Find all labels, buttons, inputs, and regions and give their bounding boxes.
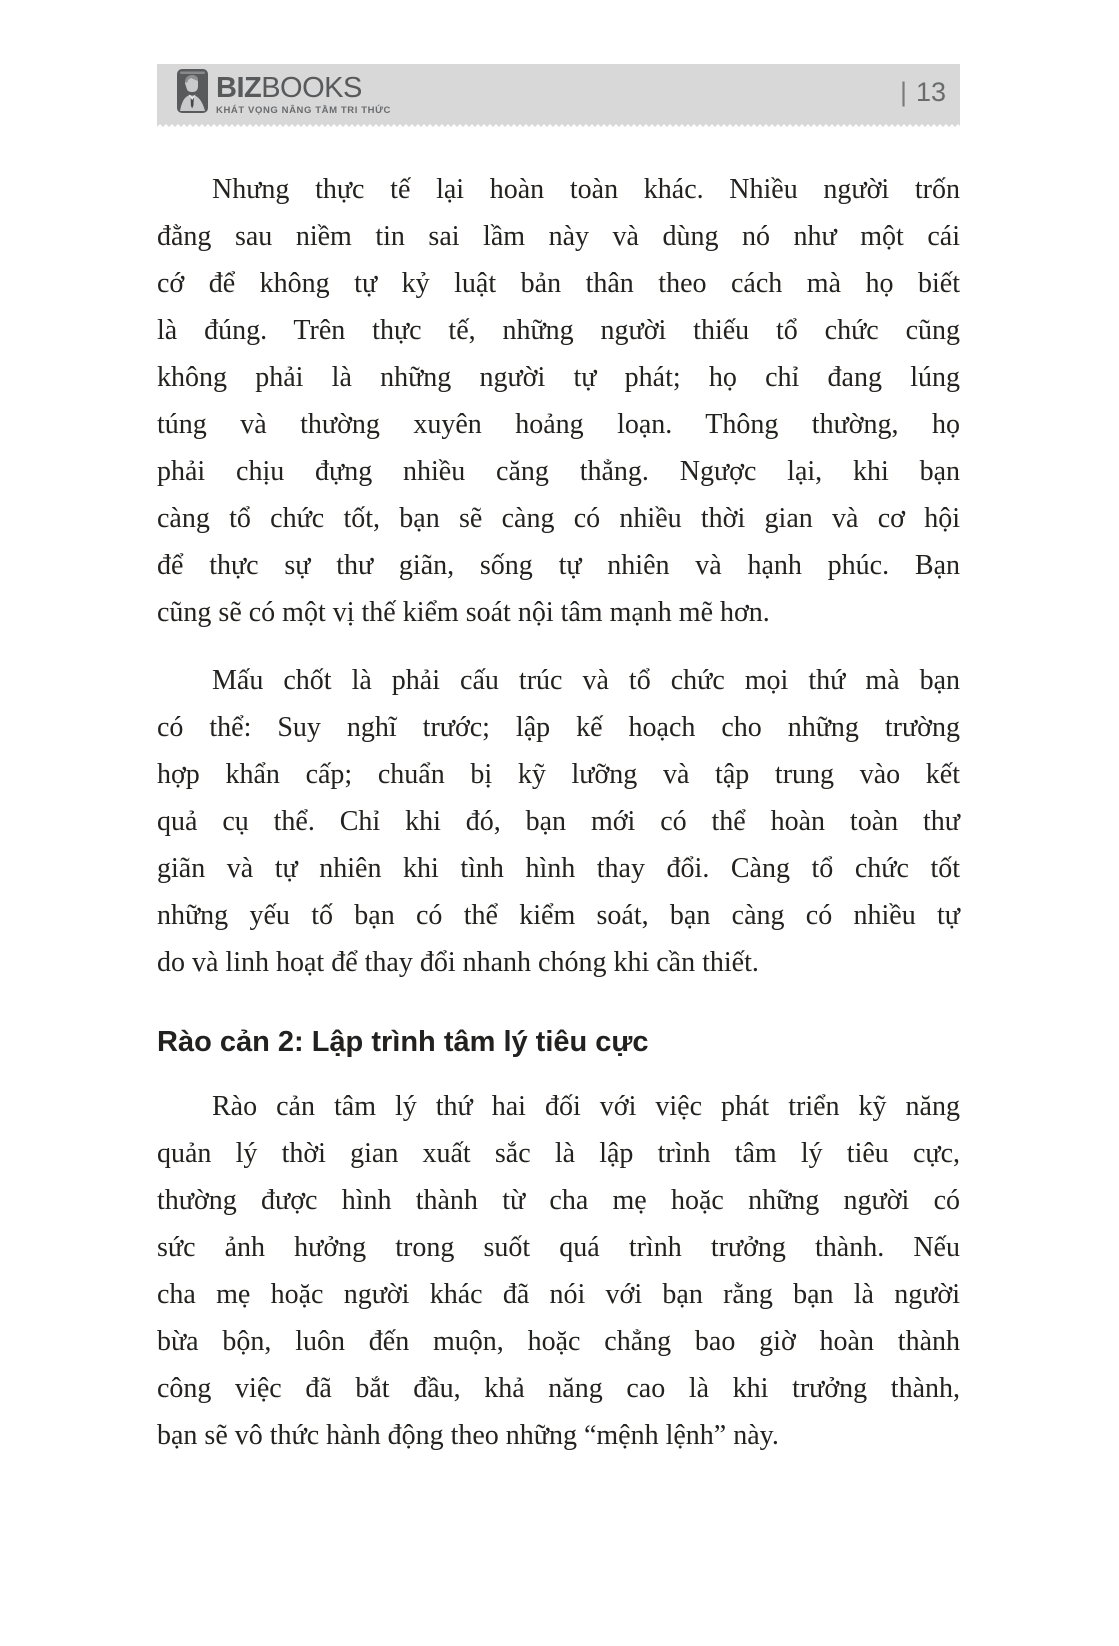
text-line: quản lý thời gian xuất sắc là lập trình tâm lý tiêu cực, — [157, 1138, 960, 1169]
text-line: công việc đã bắt đầu, khả năng cao là khi trưởng thành, — [157, 1373, 960, 1404]
text-line: không phải là những người tự phát; họ chỉ đang lúng — [157, 362, 960, 393]
text-line: để thực sự thư giãn, sống tự nhiên và hạnh phúc. Bạn — [157, 550, 960, 581]
page-number-separator: | — [899, 77, 907, 107]
text-line: sức ảnh hưởng trong suốt quá trình trưởng thành. Nếu — [157, 1232, 960, 1263]
text-line: túng và thường xuyên hoảng loạn. Thông thường, họ — [157, 409, 960, 440]
text-line: có thể: Suy nghĩ trước; lập kế hoạch cho những trường — [157, 712, 960, 743]
page-number-value: 13 — [915, 77, 946, 107]
text-line: quả cụ thể. Chỉ khi đó, bạn mới có thể hoàn toàn thư — [157, 806, 960, 837]
text-line: cha mẹ hoặc người khác đã nói với bạn rằng bạn là người — [157, 1279, 960, 1310]
paragraph — [157, 657, 960, 986]
section-heading: Rào cản 2: Lập trình tâm lý tiêu cực — [157, 1026, 649, 1058]
brand-title — [216, 72, 391, 104]
bizbooks-logo — [177, 69, 391, 116]
text-line: bừa bộn, luôn đến muộn, hoặc chẳng bao giờ hoàn thành — [157, 1326, 960, 1357]
text-line: những yếu tố bạn có thể kiểm soát, bạn càng có nhiều tự — [157, 900, 960, 931]
text-line: giãn và tự nhiên khi tình hình thay đổi. Càng tổ chức tốt — [157, 853, 960, 884]
page-header — [157, 64, 960, 121]
paragraph — [157, 1083, 960, 1459]
brand-tagline: KHÁT VỌNG NÂNG TẦM TRI THỨC — [216, 105, 392, 116]
bizbooks-logo-icon — [177, 69, 208, 113]
text-line: do và linh hoạt để thay đổi nhanh chóng khi cần thiết. — [157, 947, 759, 978]
text-line: hợp khẩn cấp; chuẩn bị kỹ lưỡng và tập trung vào kết — [157, 759, 960, 790]
text-line: Nhưng thực tế lại hoàn toàn khác. Nhiều người trốn — [212, 174, 960, 205]
text-line: bạn sẽ vô thức hành động theo những “mệnh lệnh” này. — [157, 1420, 779, 1451]
text-line: đằng sau niềm tin sai lầm này và dùng nó như một cái — [157, 221, 960, 252]
text-line: Mấu chốt là phải cấu trúc và tổ chức mọi thứ mà bạn — [212, 665, 960, 696]
text-line: cũng sẽ có một vị thế kiểm soát nội tâm mạnh mẽ hơn. — [157, 597, 770, 628]
paragraph — [157, 166, 960, 636]
brand-books: BOOKS — [261, 72, 362, 104]
page-body — [157, 166, 960, 1480]
text-line: là đúng. Trên thực tế, những người thiếu tổ chức cũng — [157, 315, 960, 346]
text-line: cớ để không tự kỷ luật bản thân theo cách mà họ biết — [157, 268, 960, 299]
text-line: thường được hình thành từ cha mẹ hoặc những người có — [157, 1185, 960, 1216]
page-number — [900, 64, 946, 121]
text-line: phải chịu đựng nhiều căng thẳng. Ngược lại, khi bạn — [157, 456, 960, 487]
text-line: Rào cản tâm lý thứ hai đối với việc phát triển kỹ năng — [212, 1091, 960, 1122]
brand-biz: BIZ — [216, 72, 262, 104]
text-line: càng tổ chức tốt, bạn sẽ càng có nhiều thời gian và cơ hội — [157, 503, 960, 534]
logo-text — [216, 69, 391, 116]
